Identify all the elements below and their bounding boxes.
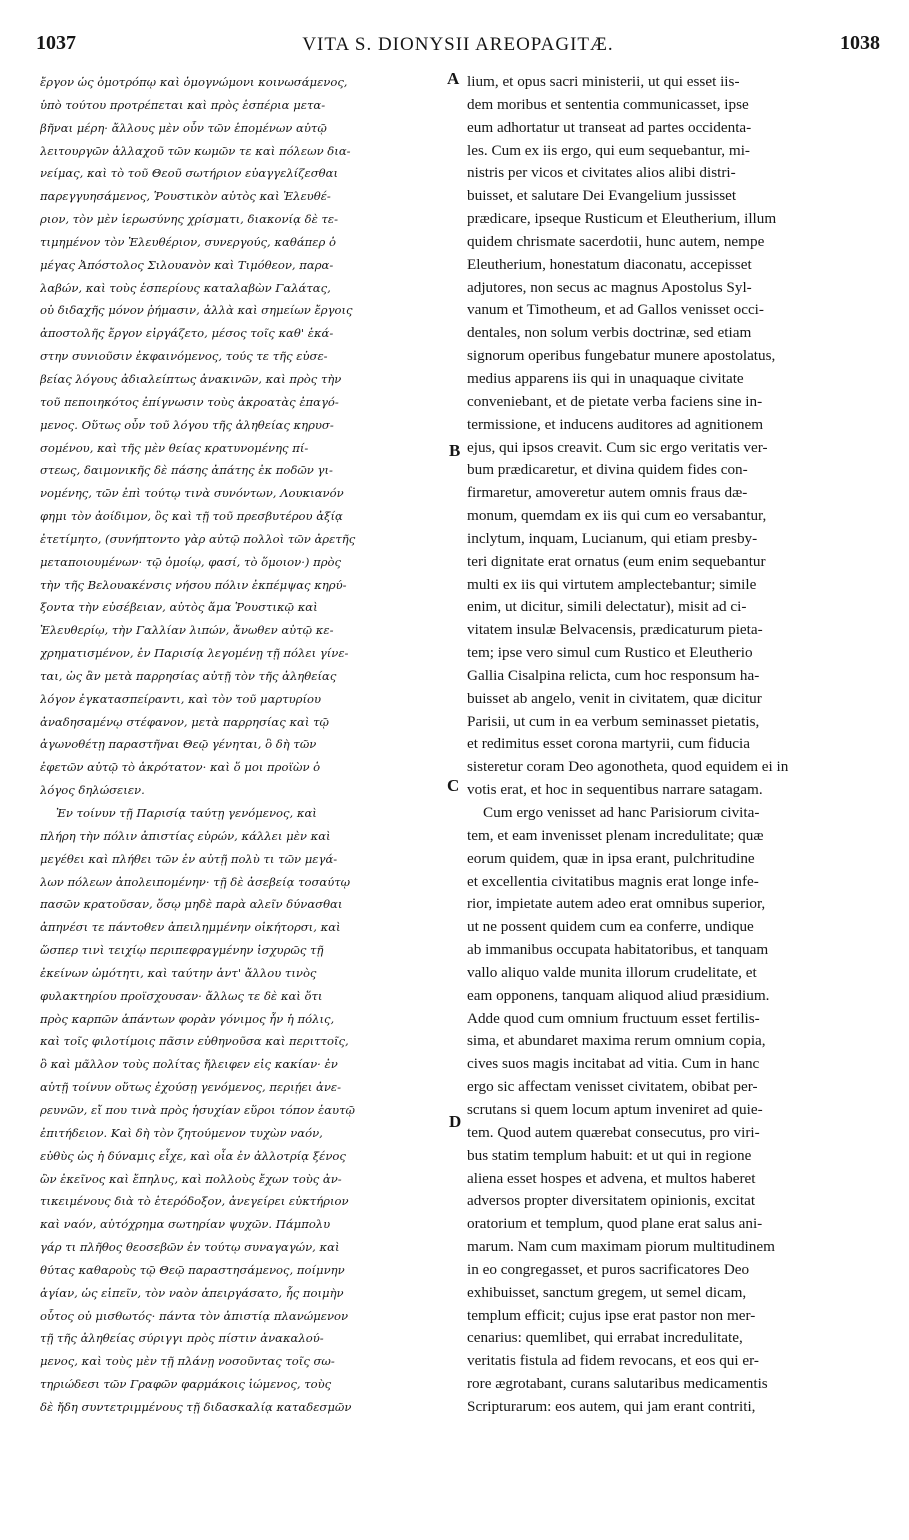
greek-line: τὴν τῆς Βελουακένσις νήσου πόλιν ἐκπέμψας κηρύ- [40, 577, 347, 592]
greek-line: ἀγωνοθέτῃ παραστῆναι Θεῷ γένηται, ὃ δὴ τῶν [40, 737, 317, 752]
latin-line: inclytum, inquam, Lucianum, qui etiam presby- [467, 529, 758, 547]
greek-line: Ἐλευθερίῳ, τὴν Γαλλίαν λιπών, ἄνωθεν αὐτῷ κε- [40, 623, 334, 638]
greek-line: αὐτῇ τοίνυν οὕτως ἐχούσῃ γενόμενος, περιῄει ἀνε- [40, 1080, 342, 1095]
latin-line: marum. Nam cum maximam piorum multitudinem [467, 1238, 775, 1256]
latin-line: Scripturarum: eos autem, qui jam erant contriti, [467, 1397, 756, 1415]
margin-letter-b: B [449, 441, 461, 460]
greek-line: στεως, δαιμονικῆς δὲ πάσης ἀπάτης ἐκ ποδῶν γι- [40, 463, 333, 478]
greek-line: μεγέθει καὶ πλήθει τῶν ἐν αὐτῇ πολὺ τι τῶν μεγά- [40, 851, 338, 866]
latin-line: veritatis fistula ad fidem revocans, et eos qui er- [467, 1352, 759, 1370]
greek-line: λαβών, καὶ τοὺς ἑσπερίους καταλαβὼν Γαλάτας, [40, 280, 331, 295]
greek-line: Ἐν τοίνυν τῇ Παρισίᾳ ταύτῃ γενόμενος, καὶ [56, 806, 317, 820]
latin-line: eum adhortatur ut transeat ad partes occidenta- [467, 118, 752, 136]
latin-line: vanum et Timotheum, et ad Gallos venisset occi- [467, 301, 764, 319]
greek-line: στην συνιοῦσιν ἐκφαινόμενος, τούς τε τῆς εὐσε- [40, 349, 328, 364]
latin-line: sima, et abundaret maxima rerum omnium copia, [467, 1032, 766, 1050]
latin-line: ejus, qui ipsos creavit. Cum sic ergo veritatis ver- [467, 438, 768, 456]
greek-line: ἔργον ὡς ὁμοτρόπῳ καὶ ὁμογνώμονι κοινωσάμενος, [40, 75, 348, 89]
greek-line: ὃ καὶ μᾶλλον τοὺς πολίτας ἤλειφεν εἰς κακίαν· ἐν [40, 1057, 338, 1072]
greek-line: λειτουργῶν ἀλλαχοῦ τῶν κωμῶν τε καὶ πόλεων δια- [40, 143, 351, 158]
greek-line: τικειμένους διὰ τὸ ἑτερόδοξον, ἀνεγείρει εὐκτήριον [40, 1194, 349, 1209]
latin-line: les. Cum ex iis ergo, qui eum sequebantur, mi- [467, 141, 750, 159]
latin-line: Parisii, ut cum in ea verbum seminasset pietatis, [467, 712, 760, 730]
latin-line: aliena esset hospes et advena, et multos haberet [467, 1169, 756, 1187]
latin-line: Gallia Cisalpina relicta, cum hoc responsum ha- [467, 666, 760, 684]
greek-line: βῆναι μέρη· ἄλλους μὲν οὖν τῶν ἑπομένων αὐτῷ [40, 120, 327, 135]
latin-line: bum prædicaretur, et divina quidem fides con- [467, 461, 748, 479]
greek-line: τῇ τῆς ἀληθείας σύριγγι πρὸς πίστιν ἀνακαλού- [40, 1331, 324, 1346]
latin-line: in eo congregasset, et puros sacrificatores Deo [467, 1260, 750, 1278]
latin-line: rior, impietate autem adeo erat omnibus superior, [467, 895, 766, 913]
latin-line: monum, quemdam ex iis qui cum eo versabantur, [467, 507, 767, 525]
latin-line: Adde quod cum omnium fructuum esset fertilis- [467, 1009, 760, 1027]
latin-line: enim, ut dicitur, simili delectatur), misit ad ci- [467, 598, 747, 616]
greek-line: ἁγίαν, ὡς εἰπεῖν, τὸν ναὸν ἀπειργάσατο, ἧς ποιμὴν [40, 1285, 344, 1300]
greek-line: ὥσπερ τινὶ τειχίῳ περιπεφραγμένην ἰσχυρῶς τῇ [40, 943, 324, 958]
latin-line: cives suos magis incitabat ad vitia. Cum in hanc [467, 1055, 760, 1073]
greek-line: παρεγγυησάμενος, Ῥουστικὸν αὐτὸς καὶ Ἐλευθέ- [40, 189, 331, 204]
latin-line: templum efficit; cujus ipse erat pastor non mer- [467, 1306, 756, 1324]
latin-line: et redimitus esset corona martyrii, cum fiducia [467, 735, 750, 753]
latin-line: lium, et opus sacri ministerii, ut qui esset iis- [467, 73, 740, 90]
latin-line: bus statim templum habuit: et ut qui in regione [467, 1146, 752, 1164]
latin-line: ut ne possent quidem cum ea conferre, undique [467, 918, 754, 936]
margin-letter-d: D [449, 1112, 462, 1131]
greek-line: θύτας καθαροὺς τῷ Θεῷ παραστησάμενος, ποίμνην [40, 1262, 345, 1277]
greek-line: ἀποστολῆς ἔργον εἰργάζετο, μέσος τοῖς καθ' ἑκά- [40, 326, 334, 341]
latin-line: eorum quidem, quæ in ipsa erant, pulchritudine [467, 849, 755, 867]
greek-line: οὗτος οὐ μισθωτός· πάντα τὸν ἀπιστίᾳ πλανώμενον [40, 1308, 349, 1323]
greek-line: λόγον ἐγκατασπείραντι, καὶ τὸν τοῦ μαρτυρίου [40, 691, 322, 706]
greek-line: πλήρη τὴν πόλιν ἀπιστίας εὑρών, κάλλει μὲν καὶ [40, 828, 331, 843]
latin-line: signorum operibus fungebatur munere apostolatus, [467, 347, 776, 365]
latin-line: multi ex iis qui virtutem amplectebantur; simile [467, 575, 757, 593]
greek-line: καὶ ναόν, αὐτόχρημα σωτηρίαν ψυχῶν. Πάμπολυ [40, 1217, 331, 1232]
latin-line: adjutores, non secus ac magnus Apostolus Syl- [467, 278, 752, 296]
greek-line: πασῶν κρατοῦσαν, ὅσῳ μηδὲ παρὰ αλεῖν δύνασθαι [40, 897, 343, 912]
latin-line: ab immanibus occupata habitatoribus, et tanquam [467, 941, 769, 959]
greek-line: βείας λόγους ἀδιαλείπτως ἀνακινῶν, καὶ πρὸς τὴν [40, 371, 342, 386]
greek-line: ται, ὡς ἂν μετὰ παρρησίας αὐτῇ τὸν τῆς ἀληθείας [40, 668, 337, 683]
greek-column [40, 71, 444, 1419]
latin-line: vallo aliquo valde munita illorum crudelitate, et [467, 963, 757, 981]
latin-line: prædicare, ipseque Rusticum et Eleutherium, illum [467, 210, 777, 228]
latin-line: sisteretur coram Deo agonotheta, quod equidem ei in [467, 758, 789, 776]
latin-column [467, 71, 877, 1419]
greek-line: πρὸς καρπῶν ἁπάντων φορὰν γόνιμος ἦν ἡ πόλις, [40, 1011, 335, 1026]
page-number-right: 1038 [840, 32, 880, 54]
greek-line: τηριώδεσι τῶν Γραφῶν φαρμάκοις ἰώμενος, τοὺς [40, 1377, 332, 1392]
greek-line: ξοντα τὴν εὐσέβειαν, αὐτὸς ἅμα Ῥουστικῷ καὶ [40, 600, 318, 615]
greek-line: μενος, καὶ τοὺς μὲν τῇ πλάνῃ νοσοῦντας τοῖς σω- [40, 1354, 335, 1369]
greek-line: ἀναδησαμένῳ στέφανον, μετὰ παρρησίας καὶ τῷ [40, 714, 329, 729]
latin-line: nistris per vicos et civitates alios alibi distri- [467, 164, 736, 182]
greek-line: μέγας Ἀπόστολος Σιλουανὸν καὶ Τιμόθεον, παρα- [40, 257, 334, 272]
page-number-left: 1037 [36, 32, 76, 54]
greek-line: τοῦ πεποιηκότος ἐπίγνωσιν τοὺς ἀκροατὰς ἐπαγό- [40, 394, 339, 409]
latin-line: eam opponens, tanquam aliquod aliud præsidium. [467, 986, 770, 1004]
greek-line: φημι τὸν ἀοίδιμον, ὃς καὶ τῇ τοῦ πρεσβυτέρου ἀξίᾳ [40, 509, 343, 524]
latin-line: cenarius: quemlibet, qui errabat incredulitate, [467, 1329, 743, 1347]
greek-line: σομένου, καὶ τῆς μὲν θείας κρατυνομένης πί- [40, 440, 309, 455]
margin-letter-a: A [447, 69, 460, 88]
greek-line: ριον, τὸν μὲν ἱερωσύνης χρίσματι, διακονίᾳ δὲ τε- [40, 212, 339, 227]
greek-line: μεταποιουμένων· τῷ ὁμοίῳ, φασί, τὸ ὅμοιον·) πρὸς [40, 554, 341, 569]
greek-line: ἐκείνων ὠμότητι, καὶ ταύτην ἀντ' ἄλλου τινὸς [40, 965, 317, 980]
greek-line: γάρ τι πλῆθος θεοσεβῶν ἐν τούτῳ συναγαγών, καὶ [40, 1240, 340, 1255]
latin-line: adversos propter diversitatem opinionis, excitat [467, 1192, 756, 1210]
greek-line: ρευνῶν, εἴ που τινὰ πρὸς ἡσυχίαν εὕροι τόπον ἑαυτῷ [40, 1102, 355, 1117]
greek-line: λόγος δηλώσειεν. [40, 783, 145, 798]
latin-line: teri dignitate erat ornatus (eum enim sequebantur [467, 552, 766, 570]
latin-line: votis erat, et hoc in sequentibus narrare satagam. [467, 781, 763, 799]
greek-line: μενος. Οὕτως οὖν τοῦ λόγου τῆς ἀληθείας κηρυσ- [40, 417, 334, 432]
latin-line: tem, et eam invenisset plenam incredulitate; quæ [467, 826, 764, 844]
greek-line: ἐτετίμητο, (συνήπτοντο γὰρ αὐτῷ πολλοὶ τῶν ἀρετῆς [40, 531, 356, 546]
running-title: VITA S. DIONYSII AREOPAGITÆ. [302, 34, 614, 55]
latin-line: vitatem insulæ Belvacensis, prædicaturum pieta- [467, 621, 763, 639]
greek-line: τιμημένον τὸν Ἐλευθέριον, συνεργούς, καθάπερ ὁ [40, 234, 336, 249]
latin-line: exhibuisset, sanctum gregem, ut semel dicam, [467, 1283, 747, 1301]
latin-line: dem moribus et sententia communicasset, ipse [467, 95, 749, 113]
greek-line: νομένης, τῶν ἐπὶ τούτῳ τινὰ συνόντων, Λουκιανόν [40, 486, 344, 501]
margin-letter-c: C [447, 776, 460, 795]
latin-line: Cum ergo venisset ad hanc Parisiorum civita- [483, 804, 760, 821]
latin-line: quidem chrismate sacerdotii, hunc autem, nempe [467, 232, 765, 250]
latin-line: conveniebant, et de pietate verba faciens sine in- [467, 392, 763, 410]
greek-line: δὲ ἤδη συντετριμμένους τῇ διδασκαλίᾳ καταδεσμῶν [40, 1399, 352, 1414]
greek-line: οὐ διδαχῆς μόνον ῥήμασιν, ἀλλὰ καὶ σημείων ἔργοις [40, 303, 353, 318]
greek-line: χρηματισμένον, ἐν Παρισίᾳ λεγομένῃ τῇ πόλει γίνε- [40, 646, 349, 661]
greek-line: ἐφετῶν αὐτῷ τὸ ἀκρότατον· καὶ ὅ μοι προϊὼν ὁ [40, 760, 321, 775]
greek-line: καὶ τοῖς φιλοτίμοις πᾶσιν εὐθηνοῦσα καὶ περιττοῖς, [40, 1034, 349, 1049]
greek-line: νείμας, καὶ τὸ τοῦ Θεοῦ σωτήριον εὐαγγελίζεσθαι [40, 166, 339, 181]
running-header [36, 32, 880, 60]
latin-line: et excellentia civitatibus magnis erat longe infe- [467, 872, 759, 890]
greek-line: ὢν ἐκεῖνος καὶ ἔπηλυς, καὶ πολλοὺς ἔχων τοὺς ἀν- [40, 1171, 342, 1186]
greek-line: φυλακτηρίου προϊσχουσαν· ἄλλως τε δὲ καὶ ὅτι [40, 988, 323, 1003]
greek-line: ἀπηνέσι τε πάντοθεν ἀπειλημμένην οἰκήτορσι, καὶ [40, 920, 341, 935]
latin-line: ergo sic affectam venisset civitatem, obibat per- [467, 1078, 758, 1096]
greek-line: εὐθὺς ὡς ἡ δύναμις εἶχε, καὶ οἷα ἐν ἀλλοτρίᾳ ξένος [40, 1148, 346, 1163]
latin-line: tem. Quod autem quærebat consecutus, pro viri- [467, 1123, 760, 1141]
latin-line: scrutans si quem locum aptum inveniret ad quie- [467, 1100, 763, 1118]
latin-line: Eleutherium, honestatum diaconatu, accepisset [467, 255, 752, 273]
latin-line: dentales, non solum verbis doctrinæ, sed etiam [467, 324, 752, 342]
latin-line: medius apparens iis qui in unaquaque civitate [467, 369, 744, 387]
latin-line: oratorium et templum, quod plane erat salus ani- [467, 1215, 763, 1233]
latin-line: buisset ab angelo, venit in civitatem, quæ dicitur [467, 689, 762, 707]
latin-line: termissione, et inducens auditores ad agnitionem [467, 415, 764, 433]
greek-line: ἐπιτήδειον. Καὶ δὴ τὸν ζητούμενον τυχὼν ναόν, [40, 1125, 323, 1140]
greek-line: ὑπὸ τούτου προτρέπεται καὶ πρὸς ἑσπέρια μετα- [40, 97, 326, 112]
latin-line: tem; ipse vero simul cum Rustico et Eleutherio [467, 644, 753, 662]
latin-line: buisset, et salutare Dei Evangelium jussisset [467, 187, 737, 205]
latin-line: firmaretur, amoveretur autem omnis fraus dæ- [467, 484, 748, 502]
latin-line: rore ægrotabant, curans salutaribus medicamentis [467, 1375, 768, 1393]
greek-line: λων πόλεων ἀπολειπομένην· τῇ δὲ ἀσεβείᾳ τοσαύτῳ [40, 874, 351, 889]
